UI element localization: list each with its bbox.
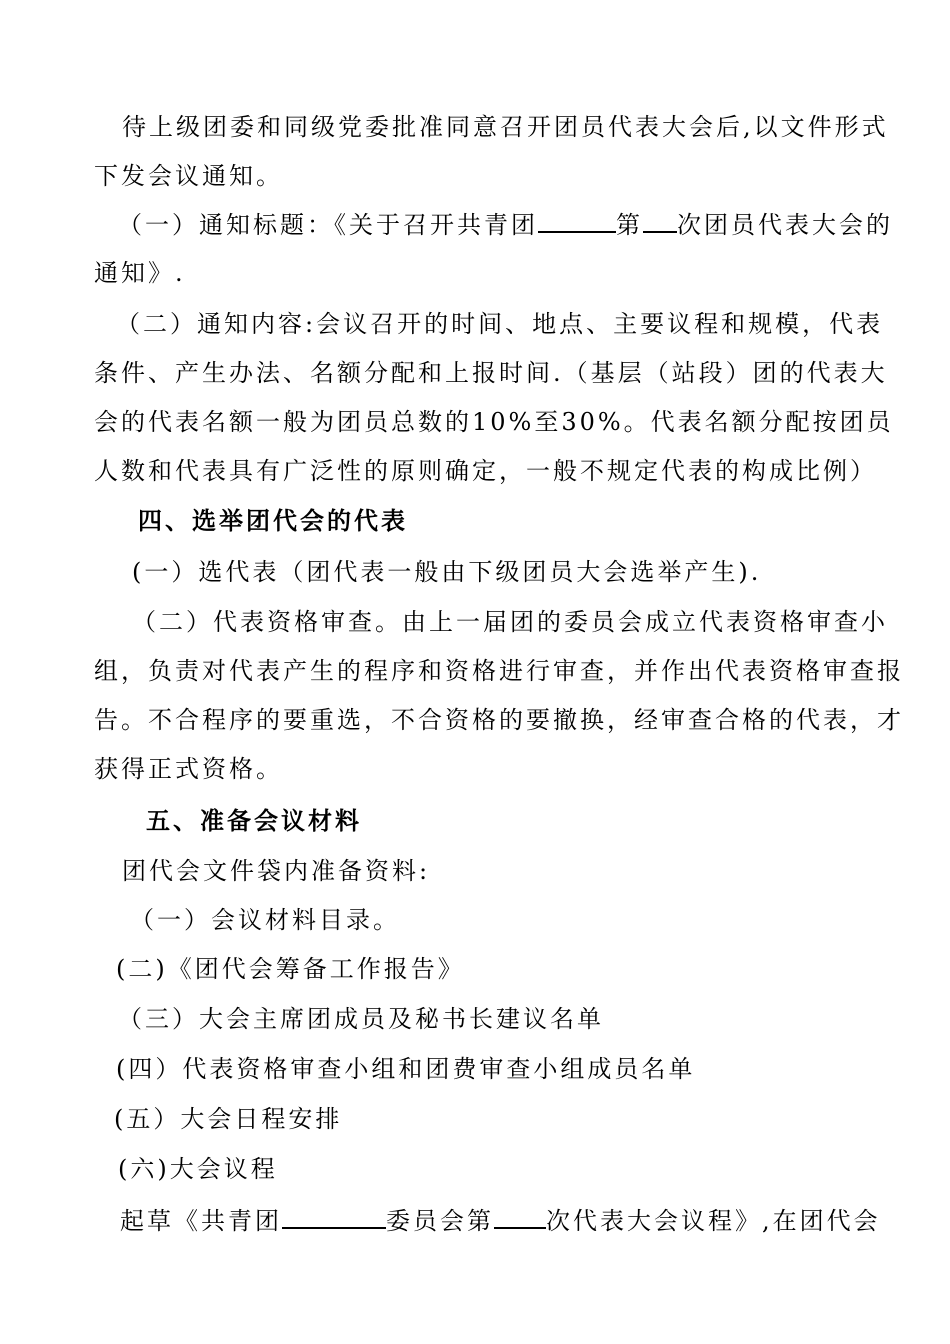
paragraph-line: 告。不合程序的要重选，不合资格的要撤换，经审查合格的代表，才: [94, 706, 904, 734]
paragraph-line: 待上级团委和同级党委批准同意召开团员代表大会后,以文件形式: [122, 113, 889, 141]
paragraph-line: 会的代表名额一般为团员总数的10%至30%。代表名额分配按团员: [94, 408, 894, 436]
blank-underline: [282, 1205, 386, 1229]
list-item: (四）代表资格审查小组和团费审查小组成员名单: [116, 1055, 696, 1083]
list-item: (二)《团代会筹备工作报告》: [116, 955, 465, 983]
paragraph-line: (一）选代表（团代表一般由下级团员大会选举产生).: [132, 558, 762, 586]
blank-underline: [538, 209, 616, 233]
paragraph-line: 团代会文件袋内准备资料:: [122, 857, 431, 885]
list-item: （三）大会主席团成员及秘书长建议名单: [118, 1005, 604, 1033]
agenda-draft-line: [120, 1205, 881, 1236]
section-heading: 五、准备会议材料: [146, 806, 362, 835]
blank-underline: [494, 1205, 546, 1229]
paragraph-line: 人数和代表具有广泛性的原则确定，一般不规定代表的构成比例）: [94, 457, 877, 485]
notice-title-mid: 第: [616, 211, 643, 239]
paragraph-line: 下发会议通知。: [94, 162, 283, 190]
notice-title-prefix: （一）通知标题：《关于召开共青团: [118, 211, 538, 239]
paragraph-line: （二）通知内容:会议召开的时间、地点、主要议程和规模，代表: [116, 310, 884, 338]
notice-title-line: [118, 209, 893, 240]
paragraph-line: （二）代表资格审查。由上一届团的委员会成立代表资格审查小: [132, 608, 888, 636]
agenda-draft-suffix: 次代表大会议程》,在团代会: [546, 1207, 881, 1235]
list-item: （一）会议材料目录。: [130, 906, 400, 934]
list-item: (六)大会议程: [118, 1155, 278, 1183]
notice-title-suffix: 次团员代表大会的: [677, 211, 893, 239]
agenda-draft-prefix: 起草《共青团: [120, 1207, 282, 1235]
list-item: (五）大会日程安排: [114, 1105, 343, 1133]
blank-underline: [643, 209, 677, 233]
section-heading: 四、选举团代会的代表: [138, 506, 408, 535]
agenda-draft-mid: 委员会第: [386, 1207, 494, 1235]
paragraph-line: 条件、产生办法、名额分配和上报时间.（基层（站段）团的代表大: [94, 359, 888, 387]
paragraph-line: 通知》.: [94, 259, 186, 287]
paragraph-line: 组，负责对代表产生的程序和资格进行审查，并作出代表资格审查报: [94, 657, 904, 685]
paragraph-line: 获得正式资格。: [94, 755, 283, 783]
